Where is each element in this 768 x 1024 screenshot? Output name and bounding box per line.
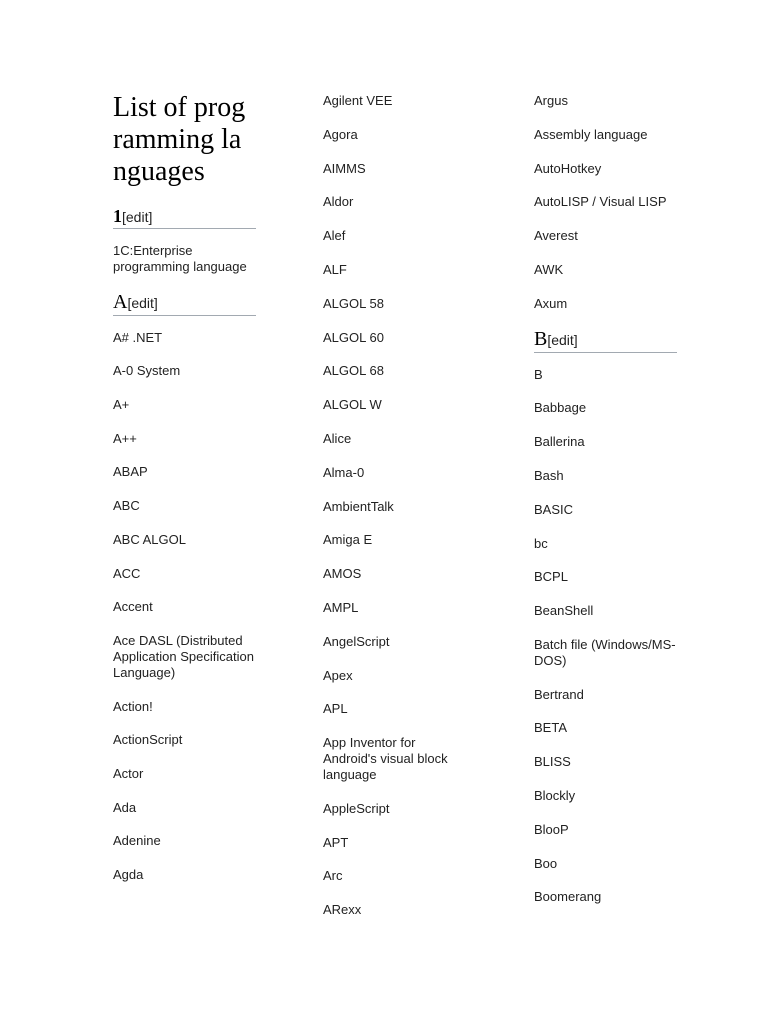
list-item[interactable]: Apex bbox=[323, 667, 353, 683]
list-item[interactable]: AIMMS bbox=[323, 160, 366, 176]
list-item[interactable]: ALF bbox=[323, 261, 347, 277]
list-item[interactable]: Alma-0 bbox=[323, 464, 365, 480]
list-item[interactable]: Action! bbox=[113, 698, 153, 714]
list-item[interactable]: App Inventor for Android's visual block language bbox=[323, 735, 448, 783]
list-item[interactable]: Alef bbox=[323, 228, 346, 244]
list-a-col3 bbox=[534, 93, 679, 312]
list-item[interactable]: ALGOL W bbox=[323, 397, 382, 413]
list-item[interactable]: Ada bbox=[113, 799, 137, 815]
section-heading-1 bbox=[113, 206, 256, 229]
list-item[interactable]: AMPL bbox=[323, 599, 359, 615]
column-3 bbox=[534, 92, 679, 923]
section-heading-a bbox=[113, 291, 256, 316]
section-heading-b bbox=[534, 328, 677, 353]
list-item[interactable]: ALGOL 58 bbox=[323, 295, 384, 311]
list-item[interactable]: BCPL bbox=[534, 569, 568, 585]
list-item[interactable]: Ace DASL (Distributed Application Specification Language) bbox=[113, 632, 254, 680]
list-item[interactable]: BASIC bbox=[534, 501, 574, 517]
list-item[interactable]: B bbox=[534, 366, 543, 382]
section-heading-a-label: A bbox=[113, 290, 128, 313]
list-item[interactable]: A# .NET bbox=[113, 329, 163, 345]
list-item[interactable]: BLISS bbox=[534, 754, 571, 770]
edit-link-1[interactable]: [edit] bbox=[122, 209, 153, 225]
list-item[interactable]: Boo bbox=[534, 855, 558, 871]
section-heading-b-label: B bbox=[534, 327, 548, 350]
list-item[interactable]: Bertrand bbox=[534, 686, 584, 702]
list-item[interactable]: ABC ALGOL bbox=[113, 531, 186, 547]
list-item[interactable]: Alice bbox=[323, 430, 352, 446]
list-item[interactable]: AutoLISP / Visual LISP bbox=[534, 194, 667, 210]
list-a-col1 bbox=[113, 330, 258, 883]
list-item[interactable]: ACC bbox=[113, 565, 141, 581]
list-item[interactable]: A-0 System bbox=[113, 363, 181, 379]
list-item[interactable]: Accent bbox=[113, 599, 153, 615]
list-item[interactable]: ABAP bbox=[113, 464, 148, 480]
list-item[interactable]: Averest bbox=[534, 228, 578, 244]
list-item[interactable]: Aldor bbox=[323, 194, 354, 210]
list-item[interactable]: ActionScript bbox=[113, 732, 183, 748]
list-item[interactable]: Boomerang bbox=[534, 889, 602, 905]
list-item[interactable]: ABC bbox=[113, 498, 140, 514]
column-2 bbox=[323, 92, 468, 936]
list-item[interactable]: Arc bbox=[323, 868, 343, 884]
list-item[interactable]: Blockly bbox=[534, 788, 576, 804]
list-item[interactable]: Batch file (Windows/MS-DOS) bbox=[534, 636, 676, 668]
list-item[interactable]: Agilent VEE bbox=[323, 93, 393, 108]
list-item[interactable]: ALGOL 60 bbox=[323, 329, 384, 345]
list-item[interactable]: AngelScript bbox=[323, 633, 390, 649]
column-1 bbox=[113, 92, 258, 901]
list-item[interactable]: AMOS bbox=[323, 566, 362, 582]
list-item[interactable]: Amiga E bbox=[323, 532, 373, 548]
list-item[interactable]: ARexx bbox=[323, 902, 362, 918]
edit-link-a[interactable]: [edit] bbox=[127, 294, 158, 311]
list-item[interactable]: BETA bbox=[534, 720, 567, 736]
list-item[interactable]: 1C:Enterprise programming language bbox=[113, 243, 247, 274]
page-title: List of programming languages bbox=[113, 92, 246, 187]
list-item[interactable]: AmbientTalk bbox=[323, 498, 394, 514]
list-item[interactable]: ALGOL 68 bbox=[323, 363, 384, 379]
list-item[interactable]: Assembly language bbox=[534, 126, 648, 142]
list-item[interactable]: AutoHotkey bbox=[534, 160, 602, 176]
list-item[interactable]: Actor bbox=[113, 765, 144, 781]
list-item[interactable]: Adenine bbox=[113, 833, 161, 849]
list-a-col2 bbox=[323, 93, 468, 918]
list-item[interactable]: A+ bbox=[113, 397, 130, 413]
list-item[interactable]: Bash bbox=[534, 467, 564, 483]
list-item[interactable]: Ballerina bbox=[534, 434, 585, 450]
list-item[interactable]: AWK bbox=[534, 261, 564, 277]
list-item[interactable]: Argus bbox=[534, 93, 568, 108]
edit-link-b[interactable]: [edit] bbox=[547, 331, 578, 348]
list-item[interactable]: APT bbox=[323, 834, 349, 850]
list-item[interactable]: Agda bbox=[113, 867, 144, 882]
list-b-col3 bbox=[534, 367, 679, 906]
list-item[interactable]: BlooP bbox=[534, 821, 569, 837]
list-item[interactable]: A++ bbox=[113, 430, 137, 446]
list-item[interactable]: bc bbox=[534, 535, 548, 551]
list-item[interactable]: BeanShell bbox=[534, 603, 594, 619]
list-item[interactable]: AppleScript bbox=[323, 800, 390, 816]
section-heading-1-label: 1 bbox=[113, 206, 122, 226]
list-item[interactable]: Babbage bbox=[534, 400, 587, 416]
list-item[interactable]: Agora bbox=[323, 126, 358, 142]
list-item[interactable]: Axum bbox=[534, 295, 568, 311]
list-item[interactable]: APL bbox=[323, 701, 348, 717]
